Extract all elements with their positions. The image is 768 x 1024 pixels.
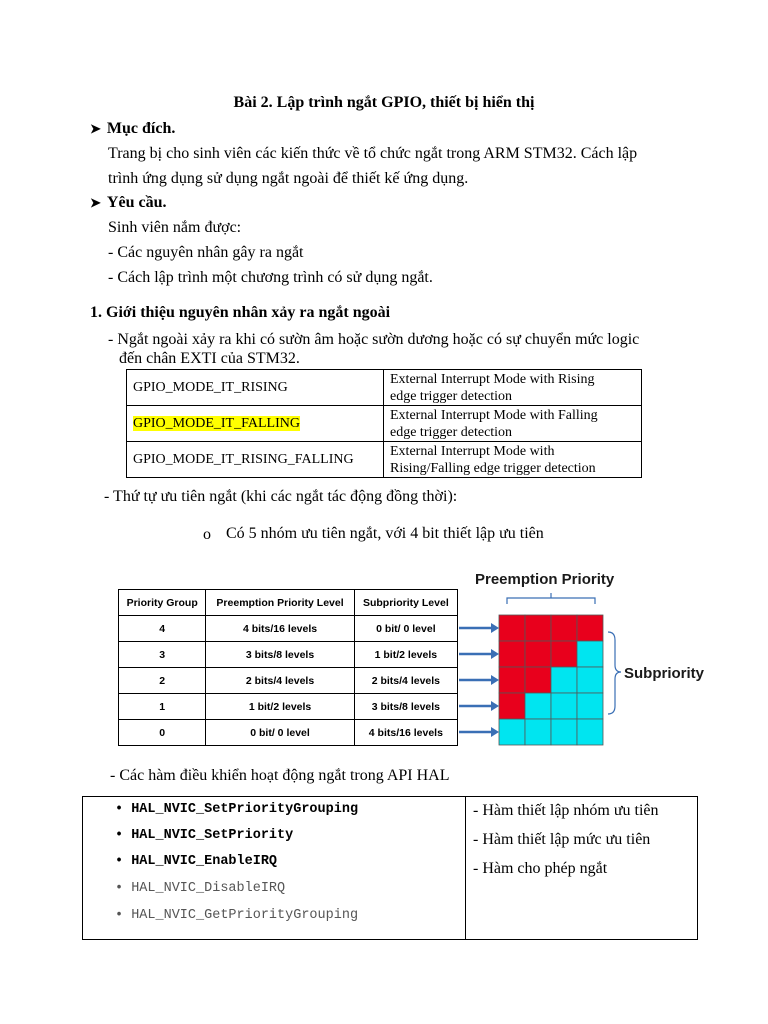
api-function-item: • HAL_NVIC_SetPriority	[115, 828, 294, 843]
interrupt-mode-table	[126, 369, 642, 478]
table-row	[119, 720, 458, 746]
row-arrow-head	[491, 727, 499, 737]
api-function-name: HAL_NVIC_SetPriorityGrouping	[131, 802, 359, 817]
column-divider	[465, 797, 466, 939]
preemption-bit-cell	[551, 641, 577, 667]
table-cell: 2 bits/4 levels	[206, 668, 354, 694]
api-description: - Hàm thiết lập mức ưu tiên	[473, 831, 651, 848]
subpriority-bit-cell	[577, 693, 603, 719]
subpriority-bit-cell	[525, 719, 551, 745]
row-arrow-head	[491, 701, 499, 711]
table-cell: 2	[119, 668, 206, 694]
api-intro: - Các hàm điều khiển hoạt động ngắt trong API HAL	[110, 767, 450, 784]
table-cell: 3 bits/8 levels	[206, 642, 354, 668]
hal-api-table	[82, 796, 698, 940]
table-row	[119, 668, 458, 694]
priority-grid-diagram	[455, 560, 730, 760]
subpriority-bit-cell	[551, 693, 577, 719]
api-function-name: HAL_NVIC_GetPriorityGrouping	[131, 908, 359, 923]
mode-name: GPIO_MODE_IT_RISING	[133, 380, 288, 395]
api-description: - Hàm thiết lập nhóm ưu tiên	[473, 802, 659, 819]
mode-description-cell	[384, 406, 642, 442]
purpose-heading-text: Mục đích.	[106, 120, 176, 137]
api-function-name: HAL_NVIC_EnableIRQ	[131, 854, 278, 869]
api-function-name: HAL_NVIC_DisableIRQ	[131, 881, 286, 896]
table-cell: 1 bit/2 levels	[354, 642, 457, 668]
preemption-bit-cell	[551, 615, 577, 641]
table-cell: 2 bits/4 levels	[354, 668, 457, 694]
exti-bullet-line-1: - Ngắt ngoài xảy ra khi có sườn âm hoặc sườn dương hoặc có sự chuyển mức logic	[108, 331, 640, 348]
mode-cell	[127, 370, 384, 406]
preemption-bit-cell	[499, 693, 525, 719]
requirements-heading-text: Yêu cầu.	[106, 194, 167, 211]
table-row	[119, 642, 458, 668]
mode-description-cell	[384, 442, 642, 478]
purpose-line-1: Trang bị cho sinh viên các kiến thức về tổ chức ngắt trong ARM STM32. Cách lập	[108, 145, 638, 162]
table-cell: 4 bits/16 levels	[354, 720, 457, 746]
exti-bullet-line-2: đến chân EXTI của STM32.	[119, 350, 300, 367]
api-function-item: • HAL_NVIC_EnableIRQ	[115, 854, 278, 869]
mode-cell	[127, 406, 384, 442]
subpriority-bit-cell	[577, 719, 603, 745]
table-cell: 1	[119, 694, 206, 720]
preemption-bracket	[507, 598, 595, 604]
preemption-bit-cell	[499, 667, 525, 693]
table-cell: 4 bits/16 levels	[206, 616, 354, 642]
preemption-priority-label: Preemption Priority	[475, 571, 615, 588]
preemption-bit-cell	[499, 641, 525, 667]
table-cell: 4	[119, 616, 206, 642]
preemption-bit-cell	[577, 615, 603, 641]
requirements-item-2: - Cách lập trình một chương trình có sử dụng ngắt.	[108, 269, 433, 286]
subpriority-bit-cell	[551, 667, 577, 693]
mode-description-line: Rising/Falling edge trigger detection	[390, 460, 596, 476]
mode-description-line: External Interrupt Mode with	[390, 443, 555, 459]
arrowhead-bullet-icon: ➤	[90, 195, 101, 210]
preemption-bit-cell	[525, 641, 551, 667]
subpriority-bit-cell	[577, 667, 603, 693]
api-function-item: • HAL_NVIC_DisableIRQ	[115, 881, 286, 896]
column-header: Preemption Priority Level	[206, 590, 354, 616]
table-row	[127, 442, 642, 478]
requirements-heading	[90, 194, 166, 212]
table-cell: 0	[119, 720, 206, 746]
mode-description-cell	[384, 370, 642, 406]
mode-cell	[127, 442, 384, 478]
subpriority-label: Subpriority	[624, 665, 705, 682]
priority-group-table	[118, 589, 458, 746]
row-arrow-head	[491, 675, 499, 685]
purpose-heading	[90, 120, 175, 138]
subpriority-bit-cell	[525, 693, 551, 719]
priority-groups-note: Có 5 nhóm ưu tiên ngắt, với 4 bit thiết lập ưu tiên	[226, 525, 544, 542]
row-arrow-head	[491, 623, 499, 633]
mode-description-line: edge trigger detection	[390, 388, 513, 404]
api-function-name: HAL_NVIC_SetPriority	[131, 828, 294, 843]
table-cell: 1 bit/2 levels	[206, 694, 354, 720]
section-1-heading: 1. Giới thiệu nguyên nhân xảy ra ngắt ngoài	[90, 304, 391, 321]
table-row	[127, 370, 642, 406]
subpriority-bracket	[608, 632, 621, 714]
requirements-item-1: - Các nguyên nhân gây ra ngắt	[108, 244, 304, 261]
mode-description-line: External Interrupt Mode with Falling	[390, 407, 598, 423]
row-arrows	[459, 623, 499, 737]
table-row	[127, 406, 642, 442]
table-header-row	[119, 590, 458, 616]
table-row	[119, 616, 458, 642]
column-header: Subpriority Level	[354, 590, 457, 616]
mode-description-line: External Interrupt Mode with Rising	[390, 371, 595, 387]
mode-description-line: edge trigger detection	[390, 424, 513, 440]
arrowhead-bullet-icon: ➤	[90, 121, 101, 136]
sub-bullet-marker: o	[203, 526, 211, 543]
priority-cell-grid	[499, 615, 603, 745]
table-cell: 3	[119, 642, 206, 668]
mode-name-highlighted: GPIO_MODE_IT_FALLING	[133, 416, 300, 431]
table-cell: 3 bits/8 levels	[354, 694, 457, 720]
api-function-item: • HAL_NVIC_SetPriorityGrouping	[115, 802, 359, 817]
purpose-line-2: trình ứng dụng sử dụng ngắt ngoài để thiết kế ứng dụng.	[108, 170, 469, 187]
mode-name: GPIO_MODE_IT_RISING_FALLING	[133, 452, 354, 467]
table-cell: 0 bit/ 0 level	[354, 616, 457, 642]
subpriority-bit-cell	[577, 641, 603, 667]
column-header: Priority Group	[119, 590, 206, 616]
subpriority-bit-cell	[551, 719, 577, 745]
preemption-bit-cell	[525, 615, 551, 641]
subpriority-bit-cell	[499, 719, 525, 745]
api-function-item: • HAL_NVIC_GetPriorityGrouping	[115, 908, 359, 923]
preemption-bit-cell	[525, 667, 551, 693]
table-cell: 0 bit/ 0 level	[206, 720, 354, 746]
preemption-bit-cell	[499, 615, 525, 641]
requirements-intro: Sinh viên nắm được:	[108, 219, 242, 236]
page-title: Bài 2. Lập trình ngắt GPIO, thiết bị hiển thị	[233, 94, 535, 111]
api-description: - Hàm cho phép ngắt	[473, 860, 608, 877]
priority-order-bullet: - Thứ tự ưu tiên ngắt (khi các ngắt tác động đồng thời):	[104, 488, 458, 505]
table-row	[119, 694, 458, 720]
row-arrow-head	[491, 649, 499, 659]
